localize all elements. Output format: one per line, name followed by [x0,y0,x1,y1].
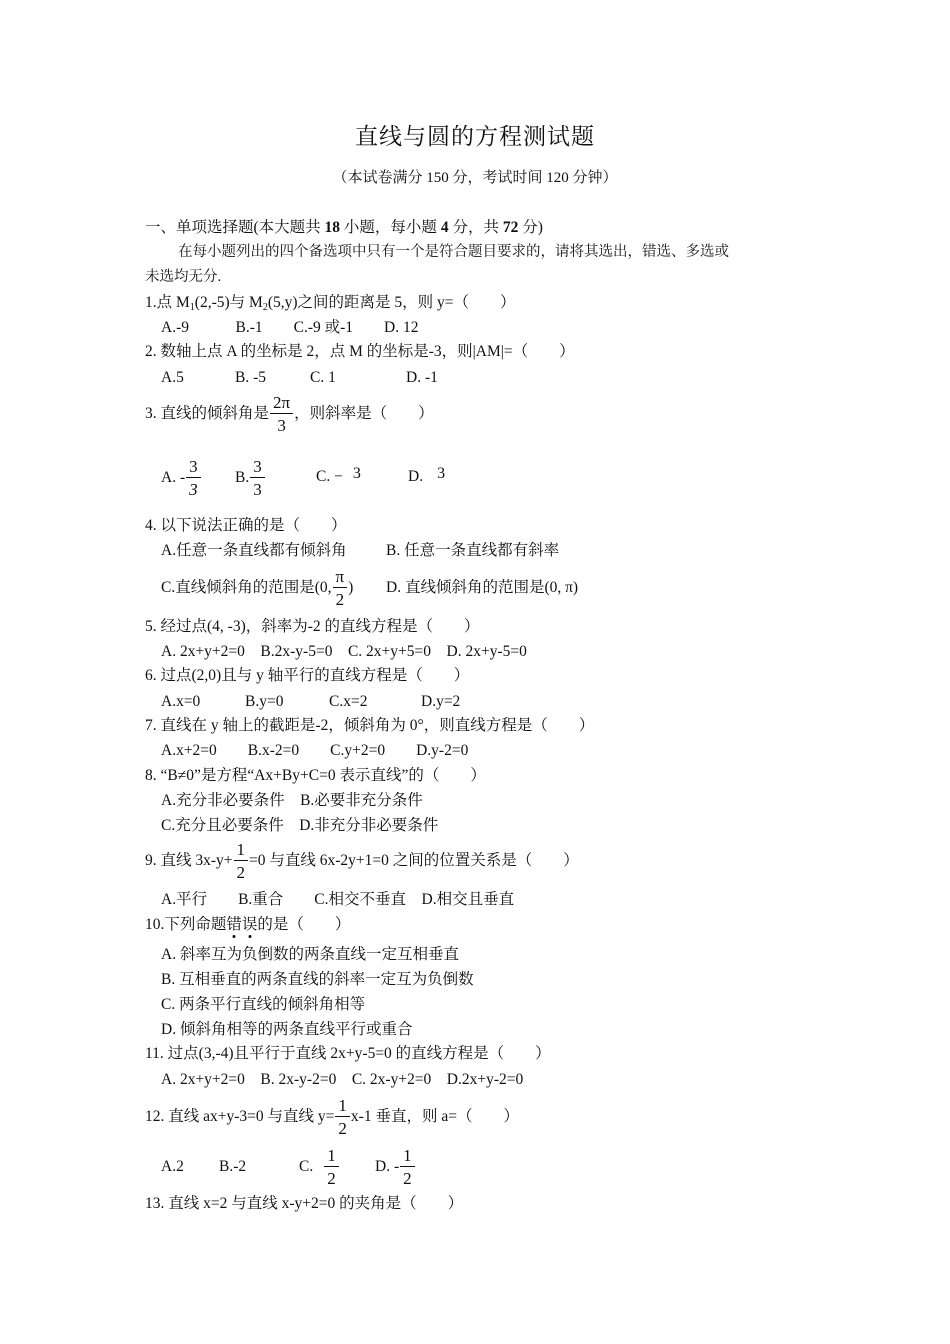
heading-mid2: 分，共 [448,219,503,236]
q3-c-label: C. − [316,468,343,485]
question-2-stem: 2. 数轴上点 A 的坐标是 2，点 M 的坐标是-3，则|AM|=（ ） [145,343,575,360]
q12-c-fraction [324,1147,339,1187]
q6-option-d: D.y=2 [421,693,461,710]
q12-d-label: D. - [375,1158,400,1175]
q3-option-a [161,452,202,504]
heading-pre: 一、单项选择题(本大题共 [145,219,325,236]
q9-fraction [234,841,249,881]
q6-option-c: C.x=2 [329,693,368,710]
q12-frac-numerator: 1 [335,1097,350,1117]
q10-emphasis-cuo: 错 [226,916,242,933]
q4-option-d: D. 直线倾斜角的范围是(0, π) [386,579,579,596]
q3-b-denominator: 3 [253,480,262,500]
page-title: 直线与圆的方程测试题 [355,124,595,149]
heading-score: 4 [440,219,449,236]
q3-pre: 3. 直线的倾斜角是 [145,405,270,422]
q3-option-d [408,467,445,487]
q2-option-b: B. -5 [235,369,266,386]
q3-a-denominator: 3 [189,480,198,500]
q12-post: x-1 垂直，则 a=（ ） [350,1108,519,1125]
q12-d-denominator: 2 [403,1169,412,1189]
q9-pre: 9. 直线 3x-y+ [145,852,233,869]
q3-frac-numerator: 2π [270,394,293,414]
q10-emphasis-wu: 误 [241,916,258,933]
q2-option-c: C. 1 [310,369,336,386]
q10-pre: 10.下列命题 [145,916,227,933]
q12-option-d [375,1142,416,1192]
instruction-line-1: 在每小题列出的四个备选项中只有一个是符合题目要求的，请将其选出，错选、多选或 [178,244,729,260]
q3-post: ，则斜率是（ ） [294,405,434,422]
q3-b-label: B. [235,469,250,486]
question-8-stem: 8. “B≠0”是方程“Ax+By+C=0 表示直线”的（ ） [145,767,486,784]
q4-c-denominator: 2 [335,590,345,610]
q2-option-a: A.5 [161,369,184,386]
section-heading [145,218,543,238]
q4-option-c [161,564,353,612]
question-5-options: A. 2x+y+2=0 B.2x-y-5=0 C. 2x+y+5=0 D. 2x+y-5=0 [161,643,527,660]
q12-c-label: C. [299,1158,314,1175]
question-7-options: A.x+2=0 B.x-2=0 C.y+2=0 D.y-2=0 [161,742,469,759]
q3-a-numerator: 3 [186,458,201,478]
question-10-stem [145,915,350,935]
heading-count: 18 [324,219,341,236]
q10-option-a: A. 斜率互为负倒数的两条直线一定互相垂直 [161,946,459,963]
q10-option-c: C. 两条平行直线的倾斜角相等 [161,996,366,1013]
q10-option-b: B. 互相垂直的两条直线的斜率一定互为负倒数 [161,971,474,988]
q12-d-fraction [400,1147,415,1187]
question-1-options: A.-9 B.-1 C.-9 或-1 D. 12 [161,319,419,336]
q12-c-denominator: 2 [327,1169,336,1189]
q12-d-numerator: 1 [400,1147,415,1167]
q3-d-label: D. [408,468,424,485]
q12-c-numerator: 1 [324,1147,339,1167]
q12-frac-denominator: 2 [338,1119,347,1139]
q6-option-b: B.y=0 [245,693,284,710]
q12-pre: 12. 直线 ax+y-3=0 与直线 y= [145,1108,335,1125]
q9-post: =0 与直线 6x-2y+1=0 之间的位置关系是（ ） [249,852,579,869]
q1-text-1: 1.点 M [145,294,190,311]
question-7-stem: 7. 直线在 y 轴上的截距是-2，倾斜角为 0°，则直线方程是（ ） [145,717,595,734]
q2-option-d: D. -1 [406,369,438,386]
q3-a-label: A. - [161,469,186,486]
question-9-stem [145,836,579,886]
question-11-options: A. 2x+y+2=0 B. 2x-y-2=0 C. 2x-y+2=0 D.2x+y-2=0 [161,1071,524,1088]
q8-options-line-2: C.充分且必要条件 D.非充分非必要条件 [161,817,439,834]
q3-fraction [270,394,293,434]
q12-option-c [299,1142,340,1192]
question-9-options: A.平行 B.重合 C.相交不垂直 D.相交且垂直 [161,891,515,908]
question-4-stem: 4. 以下说法正确的是（ ） [145,517,347,534]
q1-subscript-1: 1 [189,302,195,313]
question-13-stem: 13. 直线 x=2 与直线 x-y+2=0 的夹角是（ ） [145,1195,464,1212]
q3-d-value: 3 [437,465,446,482]
heading-post: 分) [518,219,543,236]
q1-text-3: (5,y)之间的距离是 5，则 y=（ ） [267,294,516,311]
q4-c-numerator: π [333,568,348,588]
q9-frac-numerator: 1 [234,841,249,861]
q3-b-fraction [250,458,265,498]
exam-subtitle: （本试卷满分 150 分，考试时间 120 分钟） [332,170,618,186]
instruction-line-2: 未选均无分. [145,269,222,285]
heading-total: 72 [502,219,519,236]
q4-c-post: ) [348,579,354,596]
q4-c-fraction [333,568,348,608]
q3-b-numerator: 3 [250,458,265,478]
question-11-stem: 11. 过点(3,-4)且平行于直线 2x+y-5=0 的直线方程是（ ） [145,1045,551,1062]
q3-c-value: 3 [352,465,361,482]
q4-option-b: B. 任意一条直线都有斜率 [386,542,560,559]
heading-mid: 小题，每小题 [340,219,441,236]
q12-option-a: A.2 [161,1158,184,1175]
q3-option-b [235,452,266,504]
question-12-stem [145,1092,519,1142]
q4-option-a: A.任意一条直线都有倾斜角 [161,542,347,559]
q9-frac-denominator: 2 [236,863,246,883]
q3-frac-denominator: 3 [277,416,286,436]
q8-options-line-1: A.充分非必要条件 B.必要非充分条件 [161,792,423,809]
q12-fraction [335,1097,350,1137]
q10-option-d: D. 倾斜角相等的两条直线平行或重合 [161,1021,413,1038]
q6-option-a: A.x=0 [161,693,201,710]
q4-c-pre: C.直线倾斜角的范围是(0, [161,579,332,596]
question-1-stem [145,293,516,318]
q1-text-2: (2,-5)与 M [194,294,263,311]
q10-post: 的是（ ） [257,916,351,933]
question-3-stem [145,389,434,439]
q3-a-fraction [186,458,201,498]
q3-option-c [316,467,361,487]
q12-option-b: B.-2 [219,1158,247,1175]
q1-subscript-2: 2 [262,302,268,313]
question-5-stem: 5. 经过点(4, -3)，斜率为-2 的直线方程是（ ） [145,618,480,635]
question-6-stem: 6. 过点(2,0)且与 y 轴平行的直线方程是（ ） [145,667,470,684]
